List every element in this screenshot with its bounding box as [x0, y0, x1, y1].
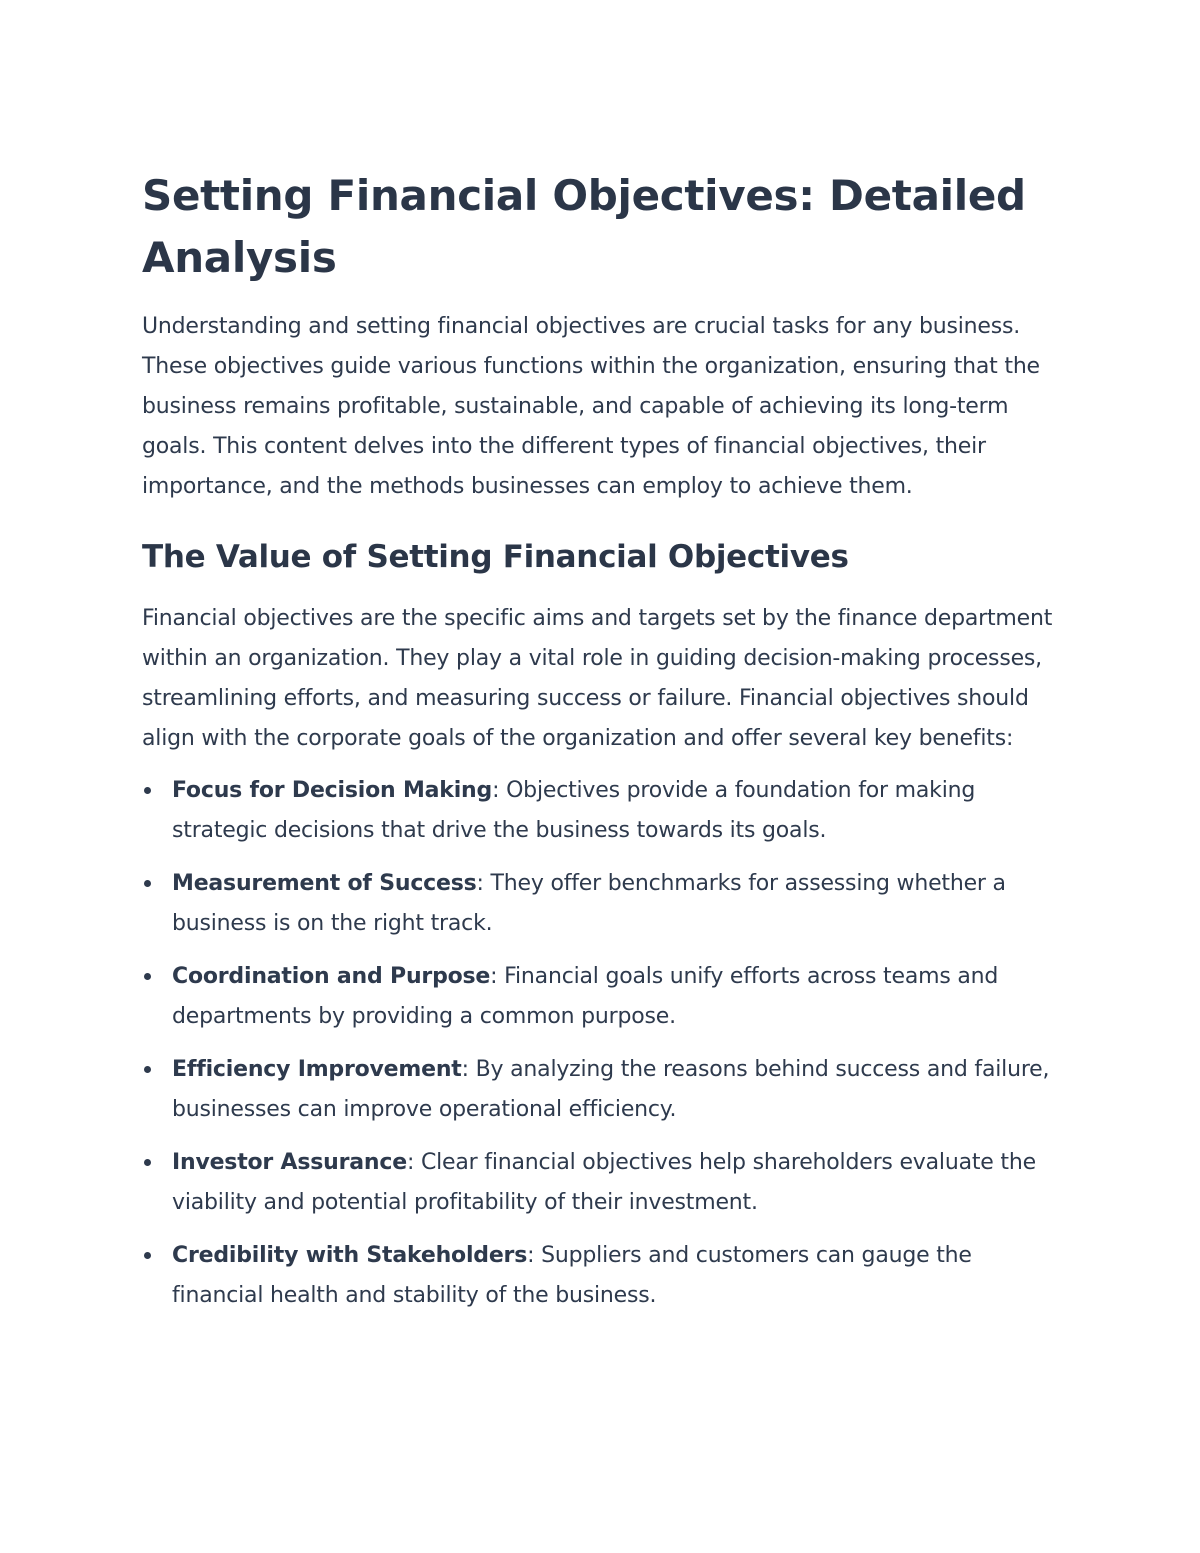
list-item-term: Measurement of Success — [172, 871, 477, 896]
benefits-list — [142, 771, 1062, 1316]
list-item-text: : Suppliers and customers can gauge the financial health and stability of the business. — [172, 1243, 972, 1308]
list-item-text: : Clear financial objectives help shareholders evaluate the viability and potential profitability of their investment. — [172, 1150, 1036, 1215]
list-item — [142, 771, 1062, 851]
list-item-term: Investor Assurance — [172, 1150, 407, 1175]
list-item-term: Coordination and Purpose — [172, 964, 491, 989]
bullet-icon — [144, 880, 151, 887]
list-item-term: Focus for Decision Making — [172, 778, 493, 803]
list-item-text: : Objectives provide a foundation for making strategic decisions that drive the business towards its goals. — [172, 778, 976, 843]
bullet-icon — [144, 1252, 151, 1259]
list-item-text: : They offer benchmarks for assessing whether a business is on the right track. — [172, 871, 1006, 936]
page-title: Setting Financial Objectives: Detailed Analysis — [142, 171, 1026, 282]
section-paragraph: Financial objectives are the specific aims and targets set by the finance department within an organization. They play a vital role in guiding decision-making processes, streamlining efforts, and measuring success or failure. Financial objectives should align with the corporate goals of the organization and offer several key benefits: — [142, 606, 1053, 751]
section-heading: The Value of Setting Financial Objectives — [142, 539, 849, 575]
list-item — [142, 1236, 1062, 1316]
bullet-icon — [144, 1159, 151, 1166]
bullet-icon — [144, 787, 151, 794]
document-page — [142, 165, 1062, 1329]
list-item-term: Credibility with Stakeholders — [172, 1243, 528, 1268]
intro-paragraph: Understanding and setting financial objectives are crucial tasks for any business. These objectives guide various functions within the organization, ensuring that the business remains profitable, sustainable, and capable of achieving its long-term goals. This content delves into the different types of financial objectives, their importance, and the methods businesses can employ to achieve them. — [142, 314, 1040, 499]
bullet-icon — [144, 973, 151, 980]
list-item — [142, 957, 1062, 1037]
list-item — [142, 1050, 1062, 1130]
list-item — [142, 1143, 1062, 1223]
list-item — [142, 864, 1062, 944]
list-item-text: : Financial goals unify efforts across teams and departments by providing a common purpose. — [172, 964, 999, 1029]
list-item-term: Efficiency Improvement — [172, 1057, 462, 1082]
list-item-text: : By analyzing the reasons behind success and failure, businesses can improve operational efficiency. — [172, 1057, 1050, 1122]
bullet-icon — [144, 1066, 151, 1073]
